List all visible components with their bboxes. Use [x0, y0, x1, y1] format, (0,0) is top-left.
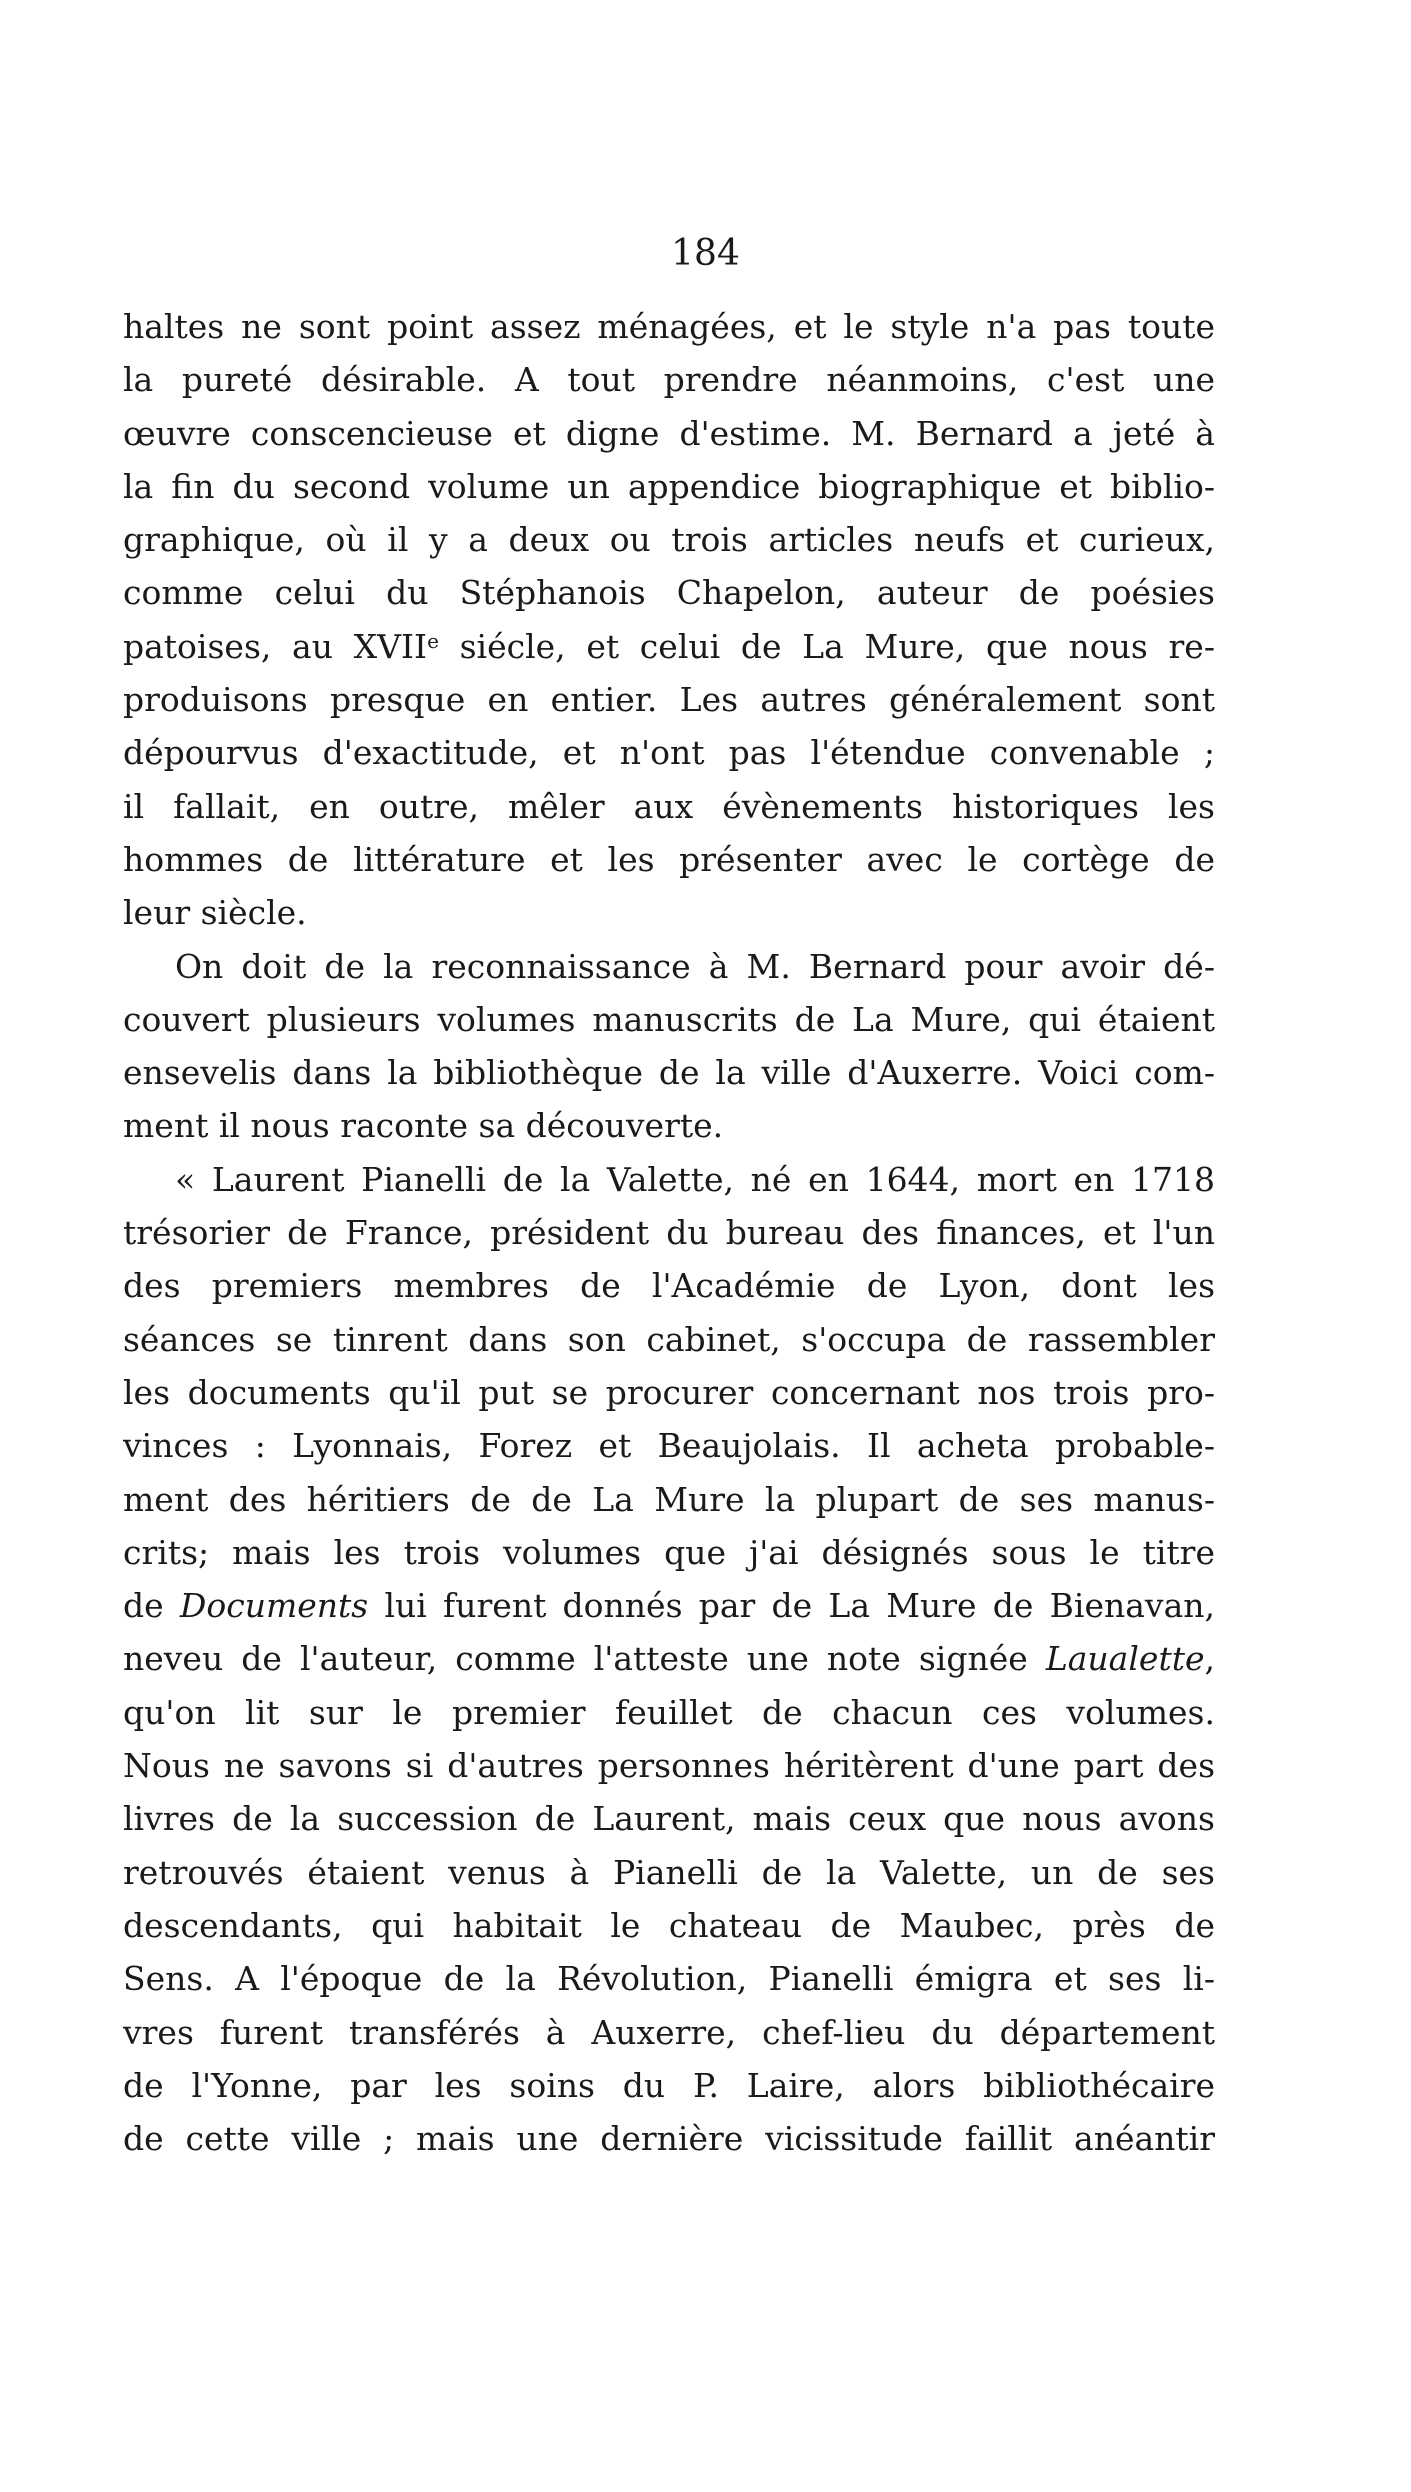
text-line: ment des héritiers de de La Mure la plupart de ses manus- — [123, 1479, 1215, 1519]
text-line: de cette ville ; mais une dernière vicissitude faillit anéantir — [123, 2119, 1215, 2159]
text-fragment: de — [123, 1586, 180, 1626]
text-line: il fallait, en outre, mêler aux évènements historiques les — [123, 786, 1215, 826]
text-line: « Laurent Pianelli de la Valette, né en 1644, mort en 1718 — [175, 1159, 1215, 1199]
text-line: couvert plusieurs volumes manuscrits de La Mure, qui étaient — [123, 999, 1215, 1039]
text-fragment: , — [1204, 1639, 1215, 1679]
text-line: comme celui du Stéphanois Chapelon, auteur de poésies — [123, 573, 1215, 613]
text-line — [123, 1632, 1215, 1685]
century-numeral: XVII — [353, 626, 428, 666]
text-fragment: neveu de l'auteur, comme l'atteste une note signée — [123, 1639, 1046, 1679]
text-line: retrouvés étaient venus à Pianelli de la Valette, un de ses — [123, 1852, 1215, 1892]
page-number: 184 — [671, 233, 740, 274]
text-line: vinces : Lyonnais, Forez et Beaujolais. Il acheta probable- — [123, 1426, 1215, 1466]
text-line: leur siècle. — [123, 893, 307, 933]
text-line: Nous ne savons si d'autres personnes héritèrent d'une part des — [123, 1746, 1215, 1786]
text-fragment: patoises, au — [123, 626, 354, 666]
text-line: la fin du second volume un appendice biographique et biblio- — [123, 466, 1215, 506]
text-line: séances se tinrent dans son cabinet, s'occupa de rassembler — [123, 1319, 1215, 1359]
text-fragment: lui furent donnés par de La Mure de Bienavan, — [368, 1586, 1215, 1626]
superscript: e — [427, 628, 439, 653]
text-line: œuvre conscencieuse et digne d'estime. M. Bernard a jeté à — [123, 413, 1215, 453]
text-line — [123, 1579, 1215, 1632]
text-line: descendants, qui habitait le chateau de Maubec, près de — [123, 1905, 1215, 1945]
text-fragment: siécle, et celui de La Mure, que nous re- — [438, 626, 1215, 666]
text-line: livres de la succession de Laurent, mais ceux que nous avons — [123, 1799, 1215, 1839]
text-line: graphique, où il y a deux ou trois articles neufs et curieux, — [123, 520, 1215, 560]
text-line: la pureté désirable. A tout prendre néanmoins, c'est une — [123, 360, 1215, 400]
text-line: de l'Yonne, par les soins du P. Laire, alors bibliothécaire — [123, 2065, 1215, 2105]
text-line: qu'on lit sur le premier feuillet de chacun ces volumes. — [123, 1692, 1215, 1732]
body-text — [123, 300, 1215, 2165]
text-line: vres furent transférés à Auxerre, chef-lieu du département — [123, 2012, 1215, 2052]
text-line: ment il nous raconte sa découverte. — [123, 1106, 724, 1146]
text-line: dépourvus d'exactitude, et n'ont pas l'étendue convenable ; — [123, 733, 1215, 773]
text-line: crits; mais les trois volumes que j'ai désignés sous le titre — [123, 1532, 1215, 1572]
text-line: trésorier de France, président du bureau des finances, et l'un — [123, 1213, 1215, 1253]
text-line: ensevelis dans la bibliothèque de la ville d'Auxerre. Voici com- — [123, 1053, 1215, 1093]
text-line: Sens. A l'époque de la Révolution, Pianelli émigra et ses li- — [123, 1959, 1215, 1999]
text-line: les documents qu'il put se procurer concernant nos trois pro- — [123, 1372, 1215, 1412]
text-line — [123, 620, 1215, 673]
text-line: hommes de littérature et les présenter avec le cortège de — [123, 839, 1215, 879]
text-line: On doit de la reconnaissance à M. Bernard pour avoir dé- — [175, 946, 1215, 986]
italic-signature: Laualette — [1045, 1639, 1205, 1679]
text-line: produisons presque en entier. Les autres généralement sont — [123, 680, 1215, 720]
text-line: haltes ne sont point assez ménagées, et le style n'a pas toute — [123, 307, 1215, 346]
text-line: des premiers membres de l'Académie de Lyon, dont les — [123, 1266, 1215, 1306]
italic-title: Documents — [179, 1586, 369, 1626]
